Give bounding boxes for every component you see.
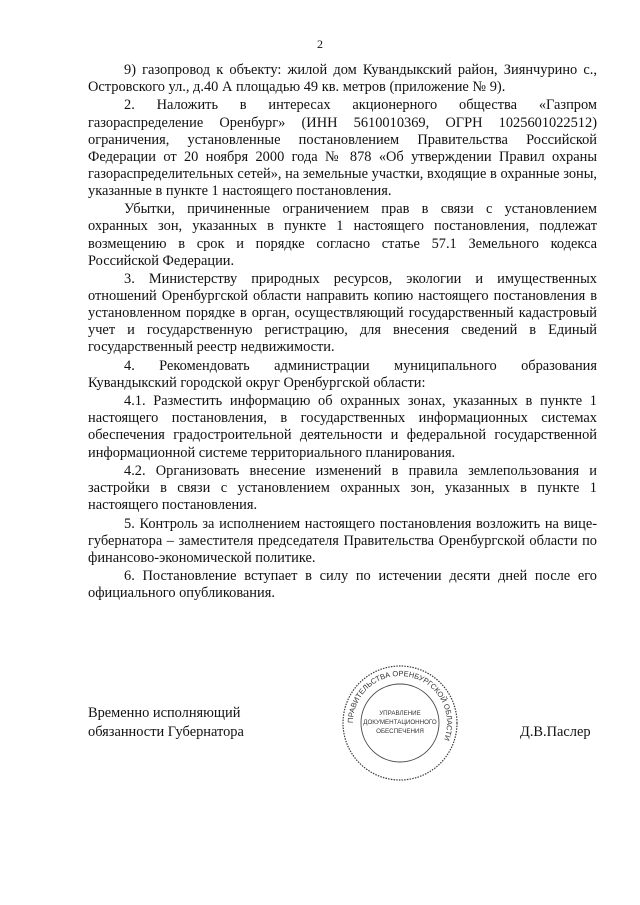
paragraph-4-2: 4.2. Организовать внесение изменений в правила землепользования и застройки в связи с установлением охранных зон, указанных в пункте 1 настоящего постановления. bbox=[88, 462, 597, 514]
stamp-center-line3: ОБЕСПЕЧЕНИЯ bbox=[376, 728, 424, 735]
page-number: 2 bbox=[317, 37, 323, 51]
signatory-name: Д.В.Паслер bbox=[520, 724, 591, 740]
paragraph-4-1: 4.1. Разместить информацию об охранных зонах, указанных в пункте 1 настоящего постановления, в государственных информационных системах обеспечения градостроительной деятельности и федеральной государственной информационной системе территориального планирования. bbox=[88, 393, 597, 461]
paragraph-losses: Убытки, причиненные ограничением прав в связи с установлением охранных зон, указанных в пункте 1 настоящего постановления, подлежат возмещению в срок и порядке согласно статье 57.1 Земельного кодекса Российской Федерации. bbox=[88, 201, 597, 269]
stamp-center-line2: ДОКУМЕНТАЦИОННОГО bbox=[363, 719, 437, 726]
stamp-center-line1: УПРАВЛЕНИЕ bbox=[379, 710, 421, 717]
paragraph-5: 5. Контроль за исполнением настоящего постановления возложить на вице-губернатора – заместителя председателя Правительства Оренбургской области по финансово-экономической политике. bbox=[88, 515, 597, 566]
signatory-title-line1: Временно исполняющий bbox=[88, 705, 241, 721]
document-body bbox=[88, 62, 597, 604]
paragraph-6: 6. Постановление вступает в силу по истечении десяти дней после его официального опубликования. bbox=[88, 568, 597, 602]
paragraph-item-9: 9) газопровод к объекту: жилой дом Кувандыкский район, Зиянчурино с., Островского ул., д.40 А площадью 49 кв. метров (приложение № 9). bbox=[88, 62, 597, 96]
paragraph-3: 3. Министерству природных ресурсов, экологии и имущественных отношений Оренбургской области направить копию настоящего постановления в установленном порядке в орган, осуществляющий государственный кадастровый учет и государственную регистрацию, для внесения сведений в Единый государственный реестр недвижимости. bbox=[88, 271, 597, 356]
signatory-title-line2: обязанности Губернатора bbox=[88, 724, 244, 740]
paragraph-2: 2. Наложить в интересах акционерного общества «Газпром газораспределение Оренбург» (ИНН 5610010369, ОГРН 1025601022512) ограничения, установленные постановлением Правительства Российской Федерации от 20 ноября 2000 года № 878 «Об утверждении Правил охраны газораспределительных сетей», на земельные участки, входящие в охранные зоны, указанные в пункте 1 настоящего постановления. bbox=[88, 97, 597, 199]
stamp-ring-text: ПРАВИТЕЛЬСТВА ОРЕНБУРГСКОЙ ОБЛАСТИ bbox=[345, 668, 455, 742]
signatory-title bbox=[88, 704, 244, 742]
paragraph-4: 4. Рекомендовать администрации муниципального образования Кувандыкский городской округ Оренбургской области: bbox=[88, 357, 597, 391]
official-stamp bbox=[340, 663, 460, 783]
